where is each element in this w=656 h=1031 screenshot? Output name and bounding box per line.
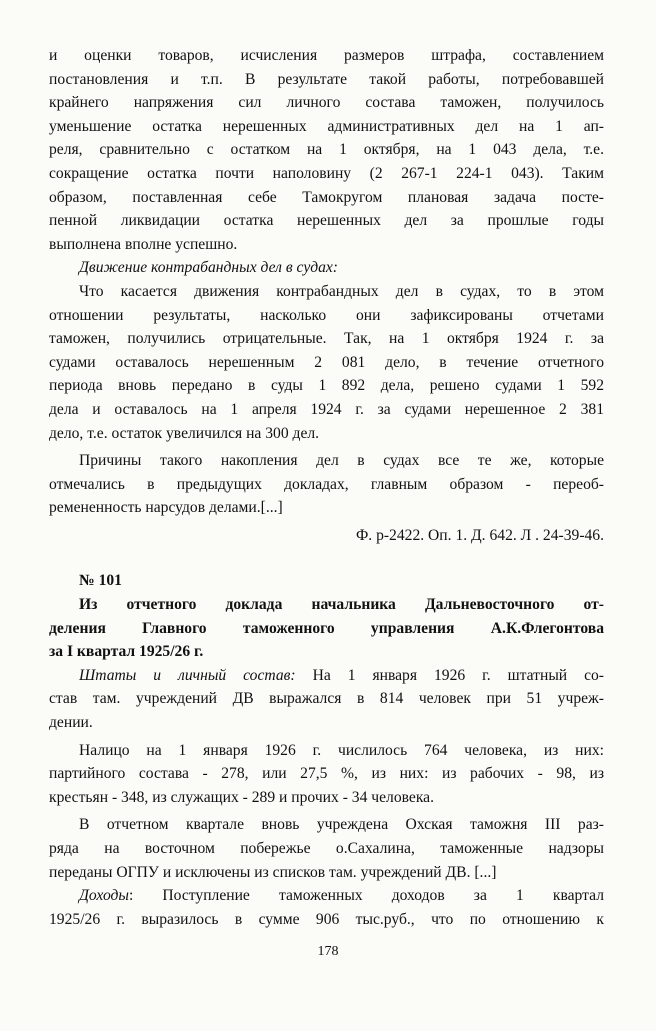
text-line: реля, сравнительно с остатком на 1 октября, на 1 043 дела, т.е. xyxy=(49,141,604,159)
text-line: В отчетном квартале вновь учреждена Охская таможня III раз- xyxy=(79,816,604,834)
text-line: дело, т.е. остаток увеличился на 300 дел. xyxy=(49,424,320,442)
text-line: Причины такого накопления дел в судах все те же, которые xyxy=(79,452,604,470)
page-number: 178 xyxy=(317,944,339,959)
text-line: отношении результаты, насколько они зафиксированы отчетами xyxy=(49,306,604,324)
document-title xyxy=(49,593,604,664)
text-line: дела и оставалось на 1 апреля 1924 г. за судами нерешенное 2 381 xyxy=(49,400,604,418)
text-line: образом, поставленная себе Тамокругом плановая задача посте- xyxy=(49,188,604,206)
title-line: Из отчетного доклада начальника Дальневосточного от- xyxy=(79,596,604,614)
staff-label: Штаты и личный состав: xyxy=(79,666,296,684)
section-heading-contraband: Движение контрабандных дел в судах: xyxy=(79,259,338,277)
title-line: за I квартал 1925/26 г. xyxy=(49,643,204,661)
paragraph-reasons xyxy=(49,449,604,520)
text-line: став там. учреждений ДВ выражался в 814 человек при 51 учреж- xyxy=(49,690,604,708)
text-line: выполнена вполне успешно. xyxy=(49,235,238,253)
text-line: Что касается движения контрабандных дел в судах, то в этом xyxy=(79,282,604,300)
text-line: и оценки товаров, исчисления размеров штрафа, составлением xyxy=(49,47,604,64)
text-line: постановления и т.п. В результате такой работы, потребовавшей xyxy=(49,70,604,88)
paragraph-admin-cases xyxy=(49,44,604,256)
text-line: переданы ОГПУ и исключены из списков там. учреждений ДВ. [...] xyxy=(49,863,497,881)
paragraph-income xyxy=(49,884,604,931)
text-line: дении. xyxy=(49,714,93,732)
text-line: ремененность нарсудов делами.[...] xyxy=(49,499,283,517)
paragraph-court-cases xyxy=(49,280,604,445)
text-line: пенной ликвидации остатка нерешенных дел за прошлые годы xyxy=(49,212,604,230)
title-line: деления Главного таможенного управления А.К.Флегонтова xyxy=(49,619,604,637)
text-line: судами оставалось нерешенным 2 081 дело, в течение отчетного xyxy=(49,353,604,371)
paragraph-staff xyxy=(49,664,604,735)
text-line: крестьян - 348, из служащих - 289 и прочих - 34 человека. xyxy=(49,788,434,806)
text-line: ряда на восточном побережье о.Сахалина, таможенные надзоры xyxy=(49,840,604,857)
text-line xyxy=(49,884,604,908)
paragraph-customs-house xyxy=(49,813,604,884)
text-line: 1925/26 г. выразилось в сумме 906 тыс.руб., что по отношению к xyxy=(49,910,604,928)
paragraph-personnel xyxy=(49,739,604,810)
text-line xyxy=(49,664,604,688)
income-label: Доходы xyxy=(79,887,129,905)
text-line: таможен, получились отрицательные. Так, на 1 октября 1924 г. за xyxy=(49,330,604,348)
text-line: Налицо на 1 января 1926 г. числилось 764 человека, из них: xyxy=(79,741,604,759)
income-text: : Поступление таможенных доходов за 1 квартал xyxy=(128,887,604,905)
archive-reference: Ф. р-2422. Оп. 1. Д. 642. Л . 24-39-46. xyxy=(355,526,604,544)
text-line: отмечались в предыдущих докладах, главным образом - переоб- xyxy=(49,475,604,493)
text-line: периода вновь передано в суды 1 892 дела, решено судами 1 592 xyxy=(49,377,604,395)
document-number: № 101 xyxy=(79,572,122,590)
text-line: партийного состава - 278, или 27,5 %, из них: из рабочих - 98, из xyxy=(49,765,604,783)
text-line: крайнего напряжения сил личного состава таможен, получилось xyxy=(49,94,604,112)
text-line: уменьшение остатка нерешенных административных дел на 1 ап- xyxy=(49,117,604,135)
staff-text: На 1 января 1926 г. штатный со- xyxy=(295,666,605,684)
text-line: сокращение остатка почти наполовину (2 267-1 224-1 043). Таким xyxy=(49,164,604,182)
